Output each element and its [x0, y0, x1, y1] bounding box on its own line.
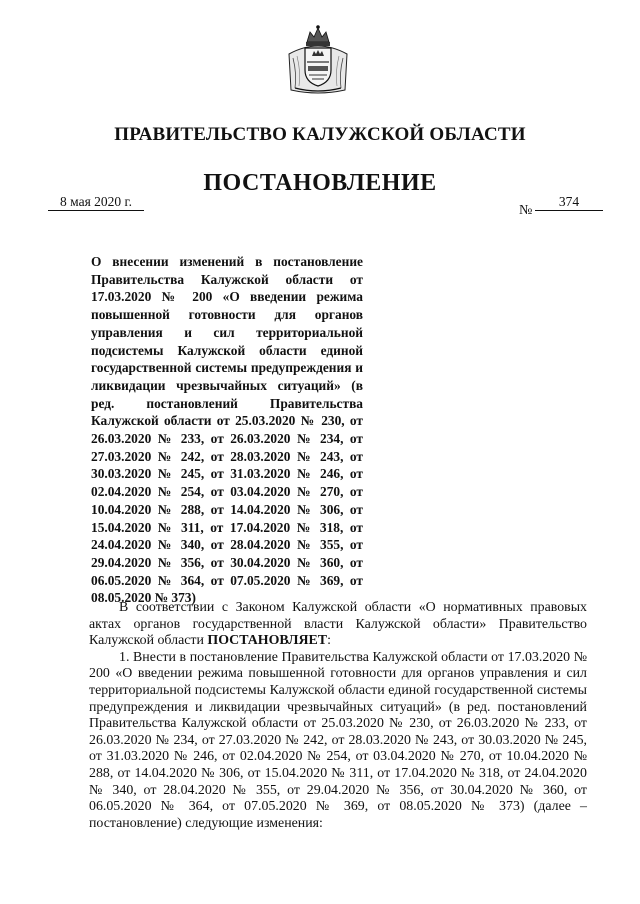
decree-punctuation: : — [327, 633, 331, 649]
preamble-text: В соответствии с Законом Калужской области «О нормативных правовых актах органов государственной власти Калужской области» Правительство Калужской области — [89, 600, 587, 649]
number-sign: № — [519, 203, 533, 218]
decree-keyword: ПОСТАНОВЛЯЕТ — [207, 633, 328, 649]
document-body — [89, 600, 587, 832]
preamble-paragraph — [89, 600, 587, 650]
document-type: ПОСТАНОВЛЕНИЕ — [203, 170, 437, 196]
coat-of-arms-icon — [283, 24, 353, 96]
government-title: ПРАВИТЕЛЬСТВО КАЛУЖСКОЙ ОБЛАСТИ — [114, 124, 526, 145]
document-number: 374 — [535, 194, 603, 211]
item-1-paragraph: 1. Внести в постановление Правительства Калужской области от 17.03.2020 № 200 «О введении режима повышенной готовности для органов управления и сил территориальной подсистемы Калужской области единой государственной системы предупреждения и ликвидации чрезвычайных ситуаций» (в ред. постановлений Правительства Калужской области от 25.03.2020 № 230, от 26.03.2020 № 233, от 26.03.2020 № 234, от 27.03.2020 № 242, от 28.03.2020 № 243, от 30.03.2020 № 245, от 31.03.2020 № 246, от 02.04.2020 № 254, от 03.04.2020 № 270, от 10.04.2020 № 288, от 14.04.2020 № 306, от 15.04.2020 № 311, от 17.04.2020 № 318, от 24.04.2020 № 340, от 28.04.2020 № 355, от 29.04.2020 № 356, от 30.04.2020 № 360, от 06.05.2020 № 364, от 07.05.2020 № 369, от 08.05.2020 № 373) (далее – постановление) следующие изменения: — [89, 649, 587, 831]
document-subject: О внесении изменений в постановление Правительства Калужской области от 17.03.2020 № 200 «О введении режима повышенной готовности для органов управления и сил территориальной подсистемы Калужской области единой государственной системы предупреждения и ликвидации чрезвычайных ситуаций» (в ред. постановлений Правительства Калужской области от 25.03.2020 № 230, от 26.03.2020 № 233, от 26.03.2020 № 234, от 27.03.2020 № 242, от 28.03.2020 № 243, от 30.03.2020 № 245, от 31.03.2020 № 246, от 02.04.2020 № 254, от 03.04.2020 № 270, от 10.04.2020 № 288, от 14.04.2020 № 306, от 15.04.2020 № 311, от 17.04.2020 № 318, от 24.04.2020 № 340, от 28.04.2020 № 355, от 29.04.2020 № 356, от 30.04.2020 № 360, от 06.05.2020 № 364, от 07.05.2020 № 369, от 08.05.2020 № 373) — [91, 254, 363, 606]
document-date: 8 мая 2020 г. — [48, 194, 144, 211]
